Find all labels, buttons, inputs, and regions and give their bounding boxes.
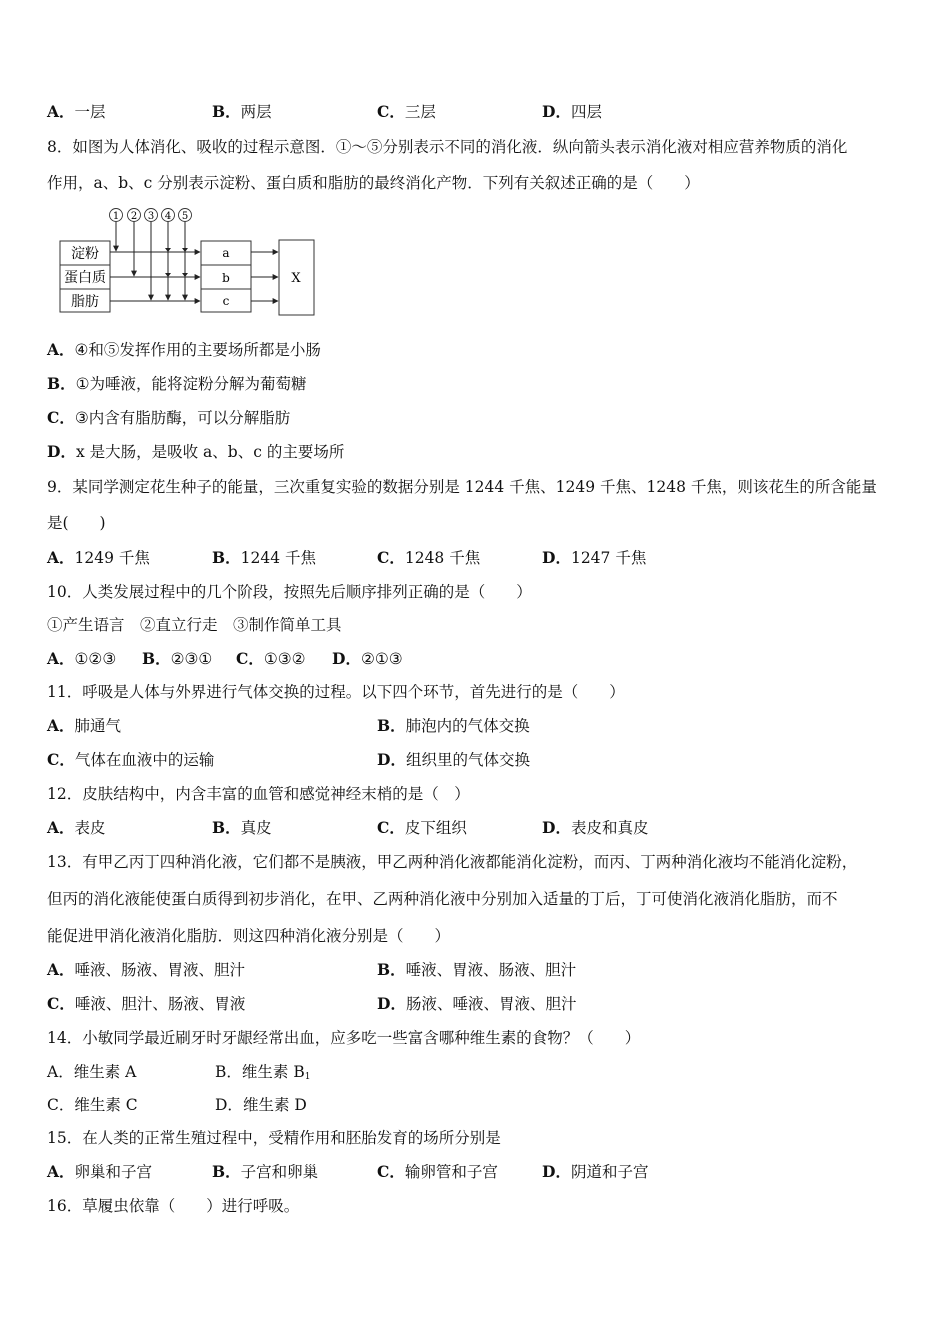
q9-option-a: A．1249 千焦 xyxy=(47,548,150,567)
q11-option-d: D．组织里的气体交换 xyxy=(377,750,530,769)
q11-stem: 11．呼吸是人体与外界进行气体交换的过程。以下四个环节，首先进行的是（ ） xyxy=(47,683,625,701)
svg-text:3: 3 xyxy=(147,211,155,222)
q14-option-c: C．维生素 C xyxy=(47,1096,138,1114)
q11-option-b: B．肺泡内的气体交换 xyxy=(377,716,530,735)
q14-stem: 14．小敏同学最近刷牙时牙龈经常出血，应多吃一些富含哪种维生素的食物？（ ） xyxy=(47,1029,641,1047)
q8-option-b: B．①为唾液，能将淀粉分解为葡萄糖 xyxy=(47,374,307,393)
q7-option-d: D．四层 xyxy=(542,102,602,121)
q10-option-b: B．②③① xyxy=(142,649,213,668)
q12-option-c: C．皮下组织 xyxy=(377,818,467,837)
q9-stem-line2: 是( ) xyxy=(47,514,106,532)
q8-option-c: C．③内含有脂肪酶，可以分解脂肪 xyxy=(47,408,291,427)
q15-option-d: D．阴道和子宫 xyxy=(542,1162,649,1181)
q10-items: ①产生语言 ②直立行走 ③制作简单工具 xyxy=(47,616,342,634)
q13-option-c: C．唾液、胆汁、肠液、胃液 xyxy=(47,994,246,1013)
circle-2 xyxy=(128,209,141,223)
q15-option-b: B．子宫和卵巢 xyxy=(212,1162,319,1181)
q7-option-c: C．三层 xyxy=(377,102,436,121)
q7-option-a: A．一层 xyxy=(47,102,106,121)
product-c: c xyxy=(222,294,230,308)
circle-5 xyxy=(179,209,192,223)
organ-x: X xyxy=(291,271,301,286)
q12-option-a: A．表皮 xyxy=(47,818,106,837)
q15-option-c: C．输卵管和子宫 xyxy=(377,1162,498,1181)
product-b: b xyxy=(222,271,230,285)
q9-stem-line1: 9．某同学测定花生种子的能量，三次重复实验的数据分别是 1244 千焦、1249 千焦、1248 千焦，则该花生的所含能量 xyxy=(47,478,877,496)
svg-text:4: 4 xyxy=(164,211,172,222)
q10-stem: 10．人类发展过程中的几个阶段，按照先后顺序排列正确的是（ ） xyxy=(47,583,532,601)
q9-option-d: D．1247 千焦 xyxy=(542,548,647,567)
q13-option-b: B．唾液、胃液、肠液、胆汁 xyxy=(377,960,577,979)
nutrient-starch: 淀粉 xyxy=(71,246,99,262)
q9-option-c: C．1248 千焦 xyxy=(377,548,481,567)
q9-option-b: B．1244 千焦 xyxy=(212,548,316,567)
q14-option-d: D．维生素 D xyxy=(215,1096,307,1114)
svg-text:1: 1 xyxy=(112,211,120,222)
q8-option-a: A．④和⑤发挥作用的主要场所都是小肠 xyxy=(47,340,321,359)
circle-3 xyxy=(145,209,158,223)
q13-option-d: D．肠液、唾液、胃液、胆汁 xyxy=(377,994,577,1013)
q11-option-c: C．气体在血液中的运输 xyxy=(47,750,215,769)
q8-stem-line2: 作用，a、b、c 分别表示淀粉、蛋白质和脂肪的最终消化产物．下列有关叙述正确的是（ ） xyxy=(47,174,700,192)
q11-option-a: A．肺通气 xyxy=(47,716,122,735)
q16-stem: 16．草履虫依靠（ ）进行呼吸。 xyxy=(47,1197,300,1215)
nutrient-fat: 脂肪 xyxy=(71,294,99,310)
q14-option-b: B．维生素 $B_1$ xyxy=(215,1063,311,1082)
q10-option-d: D．②①③ xyxy=(332,649,403,668)
q13-stem-line3: 能促进甲消化液消化脂肪．则这四种消化液分别是（ ） xyxy=(47,927,451,945)
q7-option-b: B．两层 xyxy=(212,102,272,121)
circle-4 xyxy=(162,209,175,223)
q13-option-a: A．唾液、肠液、胃液、胆汁 xyxy=(47,960,246,979)
q13-stem-line2: 但丙的消化液能使蛋白质得到初步消化，在甲、乙两种消化液中分别加入适量的丁后，丁可使消化液消化脂肪，而不 xyxy=(47,890,838,908)
q8-stem-line1: 8．如图为人体消化、吸收的过程示意图．①～⑤分别表示不同的消化液．纵向箭头表示消化液对相应营养物质的消化 xyxy=(47,138,848,156)
q12-option-b: B．真皮 xyxy=(212,818,272,837)
q12-option-d: D．表皮和真皮 xyxy=(542,818,649,837)
q10-option-a: A．①②③ xyxy=(47,649,117,668)
q12-stem: 12．皮肤结构中，内含丰富的血管和感觉神经末梢的是（ ） xyxy=(47,785,470,803)
q13-stem-line1: 13．有甲乙丙丁四种消化液，它们都不是胰液，甲乙两种消化液都能消化淀粉，而丙、丁两种消化液均不能消化淀粉， xyxy=(47,853,858,871)
svg-text:5: 5 xyxy=(181,211,189,222)
q10-option-c: C．①③② xyxy=(236,649,306,668)
digestion-diagram xyxy=(55,205,325,317)
q14-option-a: A．维生素 A xyxy=(47,1063,137,1081)
circle-1 xyxy=(110,209,123,223)
q15-stem: 15．在人类的正常生殖过程中，受精作用和胚胎发育的场所分别是 xyxy=(47,1129,501,1147)
q15-option-a: A．卵巢和子宫 xyxy=(47,1162,153,1181)
q8-option-d: D．x 是大肠，是吸收 a、b、c 的主要场所 xyxy=(47,442,345,461)
svg-text:2: 2 xyxy=(130,211,138,222)
product-a: a xyxy=(222,246,230,260)
nutrient-protein: 蛋白质 xyxy=(64,270,106,286)
